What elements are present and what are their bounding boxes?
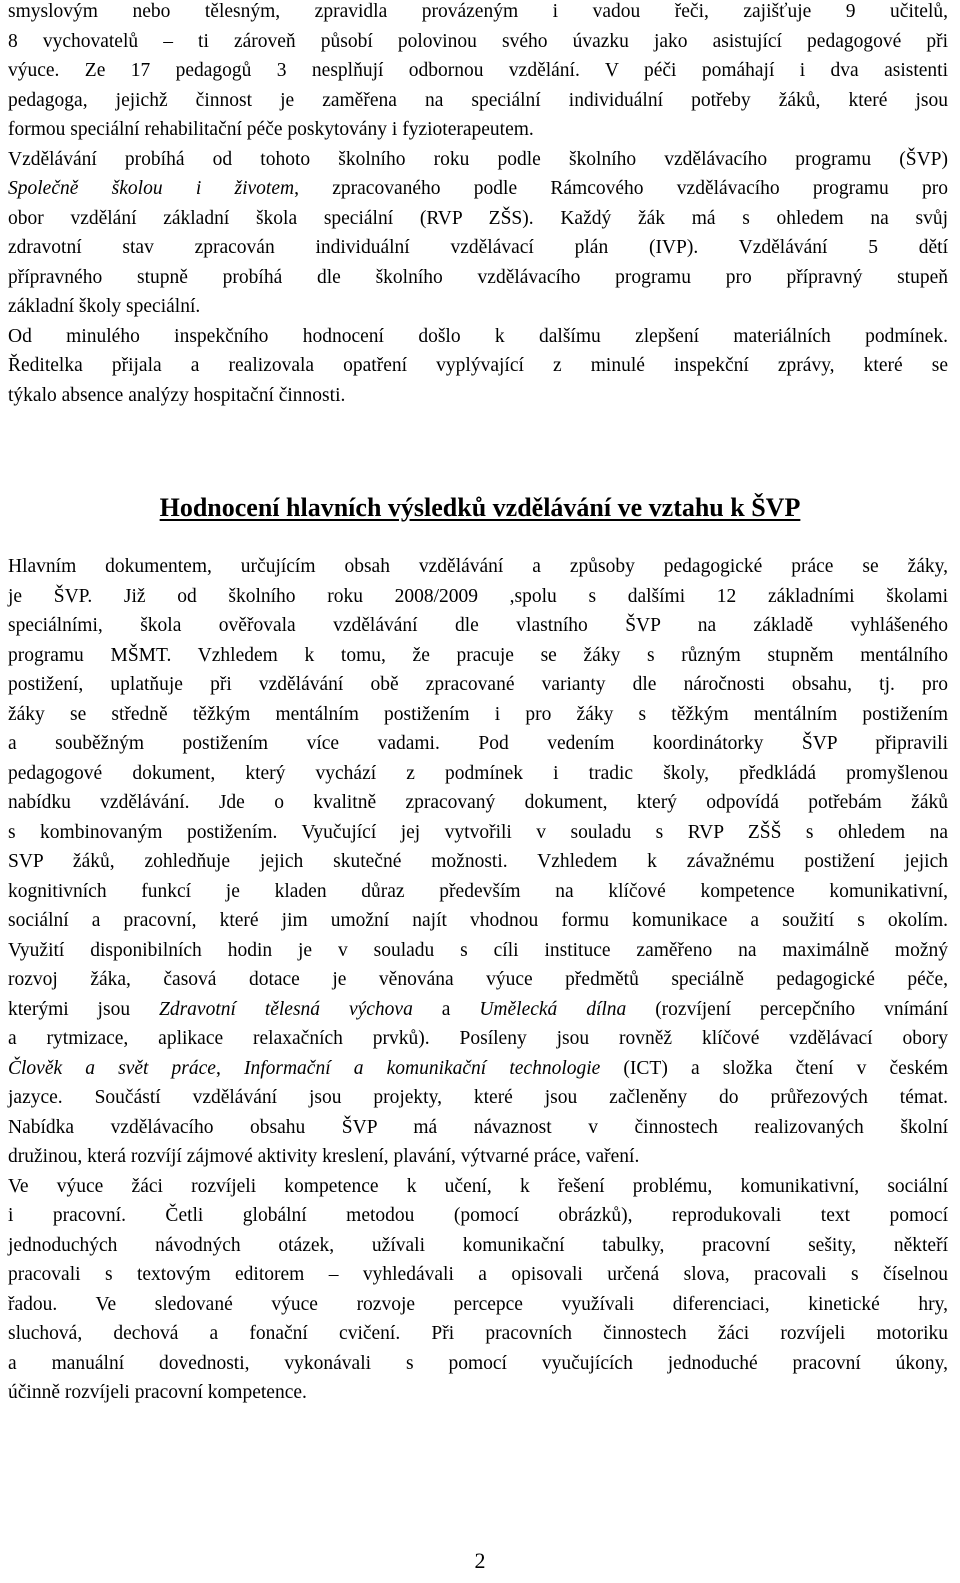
text-line: pedagoga, jejichž činnost je zaměřena na speciální individuální potřeby žáků, které jsou [8, 89, 948, 111]
text-line: postižení, uplatňuje při vzdělávání obě zpracované varianty dle náročnosti obsahu, tj. pro [8, 674, 948, 695]
text-line: a manuální dovednosti, vykonávali s pomocí vyučujících jednoduché pracovní úkony, [8, 1352, 948, 1374]
text-line: sluchová, dechová a fonační cvičení. Při pracovních činnostech žáci rozvíjeli motoriku [8, 1323, 948, 1344]
text-line: týkalo absence analýzy hospitační činnosti. [8, 384, 346, 406]
text-line: rozvoj žáka, časová dotace je věnována výuce předmětů speciálně pedagogické péče, [8, 969, 948, 990]
text-line: speciálními, škola ověřovala vzdělávání dle vlastního ŠVP na základě vyhlášeného [8, 615, 948, 636]
text-line: pracovali s textovým editorem – vyhledávali a opisovali určená slova, pracovali s číselnou [8, 1264, 948, 1285]
text-line: i pracovní. Četli globální metodou (pomocí obrázků), reprodukovali text pomocí [8, 1205, 948, 1226]
subject-name-italic: Informační a komunikační technologie [243, 1057, 601, 1079]
text-line: jednoduchých návodných otázek, užívali komunikační tabulky, pracovní sešity, někteří [8, 1234, 948, 1256]
text-line: a souběžným postižením více vadami. Pod vedením koordinátorky ŠVP připravili [8, 733, 948, 754]
paragraph-competences [8, 1172, 948, 1408]
subject-name-italic: Umělecká dílna [479, 998, 627, 1020]
text-line: 8 vychovatelů – ti zároveň působí polovinou svého úvazku jako asistující pedagogové při [8, 30, 948, 52]
text-line: družinou, která rozvíjí zájmové aktivity kreslení, plavání, výtvarné práce, vaření. [8, 1146, 640, 1167]
subject-name-italic: Zdravotní tělesná výchova [158, 998, 413, 1020]
text-line: řadou. Ve sledované výuce rozvoje percepce využívali diferenciaci, kinetické hry, [8, 1293, 948, 1315]
paragraph-improvements [8, 322, 948, 411]
paragraph-staff [8, 0, 948, 145]
text-line: jazyce. Součástí vzdělávání jsou projekty, které jsou začleněny do průřezových témat. [8, 1087, 948, 1108]
text-line: je ŠVP. Již od školního roku 2008/2009 ,spolu s dalšími 12 základními školami [8, 585, 948, 607]
text-line: přípravného stupně probíhá dle školního vzdělávacího programu pro přípravný stupeň [8, 266, 948, 288]
text-line [8, 1054, 948, 1084]
text-line: smyslovým nebo tělesným, zpravidla provázeným i vadou řeči, zajišťuje 9 učitelů, [8, 1, 948, 22]
text-segment: (ICT) a složka čtení v českém [600, 1057, 948, 1079]
text-line: kognitivních funkcí je kladen důraz především na klíčové kompetence komunikativní, [8, 880, 948, 902]
text-line: Ve výuce žáci rozvíjeli kompetence k učení, k řešení problému, komunikativní, sociální [8, 1175, 948, 1197]
text-line: nabídku vzdělávání. Jde o kvalitně zpracovaný dokument, který odpovídá potřebám žáků [8, 792, 948, 813]
text-line: Využití disponibilních hodin je v souladu s cíli instituce zaměřeno na maximálně možný [8, 939, 948, 961]
text-line: SVP žáků, zohledňuje jejich skutečné možnosti. Vzhledem k závažnému postižení jejich [8, 851, 948, 872]
text-line: formou speciální rehabilitační péče poskytovány i fyzioterapeutem. [8, 119, 534, 140]
text-line: základní školy speciální. [8, 296, 201, 317]
text-line: výuce. Ze 17 pedagogů 3 nesplňují odbornou vzdělání. V péči pomáhají i dva asistenti [8, 60, 948, 81]
text-segment: (rozvíjení percepčního vnímání [626, 998, 948, 1020]
paragraph-education-program [8, 145, 948, 322]
text-segment: , [215, 1057, 244, 1079]
text-line [8, 995, 948, 1025]
text-line: obor vzdělání základní škola speciální (RVP ZŠS). Každý žák má s ohledem na svůj [8, 207, 948, 229]
text-line: sociální a pracovní, které jim umožní najít vhodnou formu komunikace a soužití s okolím. [8, 910, 948, 931]
text-line: Vzdělávání probíhá od tohoto školního roku podle školního vzdělávacího programu (ŠVP) [8, 148, 948, 170]
program-name-italic: Společně školou i životem [8, 178, 295, 199]
text-segment: a [412, 998, 480, 1020]
text-line: zdravotní stav zpracován individuální vzdělávací plán (IVP). Vzdělávání 5 dětí [8, 237, 948, 258]
text-line: Nabídka vzdělávacího obsahu ŠVP má návaznost v činnostech realizovaných školní [8, 1116, 948, 1138]
text-line: programu MŠMT. Vzhledem k tomu, že pracuje se žáky s různým stupněm mentálního [8, 644, 948, 666]
paragraph-svp-evaluation [8, 552, 948, 1172]
text-line: účinně rozvíjeli pracovní kompetence. [8, 1382, 307, 1403]
page-number: 2 [474, 1548, 486, 1573]
text-line: Ředitelka přijala a realizovala opatření vyplývající z minulé inspekční zprávy, které se [8, 355, 948, 376]
text-segment: , zpracovaného podle Rámcového vzdělávacího programu pro [294, 178, 948, 199]
text-line: žáky se středně těžkým mentálním postižením i pro žáky s těžkým mentálním postižením [8, 703, 948, 725]
text-line: Hlavním dokumentem, určujícím obsah vzdělávání a způsoby pedagogické práce se žáky, [8, 556, 948, 577]
text-line: s kombinovaným postižením. Vyučující jej vytvořili v souladu s RVP ZŠŠ s ohledem na [8, 821, 948, 843]
text-line: a rytmizace, aplikace relaxačních prvků). Posíleny jsou rovněž klíčové vzdělávací obory [8, 1028, 948, 1049]
text-line: Od minulého inspekčního hodnocení došlo k dalšímu zlepšení materiálních podmínek. [8, 325, 948, 347]
text-segment: kterými jsou [8, 998, 159, 1020]
text-line: pedagogové dokument, který vychází z podmínek i tradic školy, předkládá promyšlenou [8, 762, 948, 784]
section-heading: Hodnocení hlavních výsledků vzdělávání ve vztahu k ŠVP [159, 493, 801, 522]
subject-name-italic: Člověk a svět práce [8, 1057, 216, 1079]
text-line [8, 174, 948, 204]
